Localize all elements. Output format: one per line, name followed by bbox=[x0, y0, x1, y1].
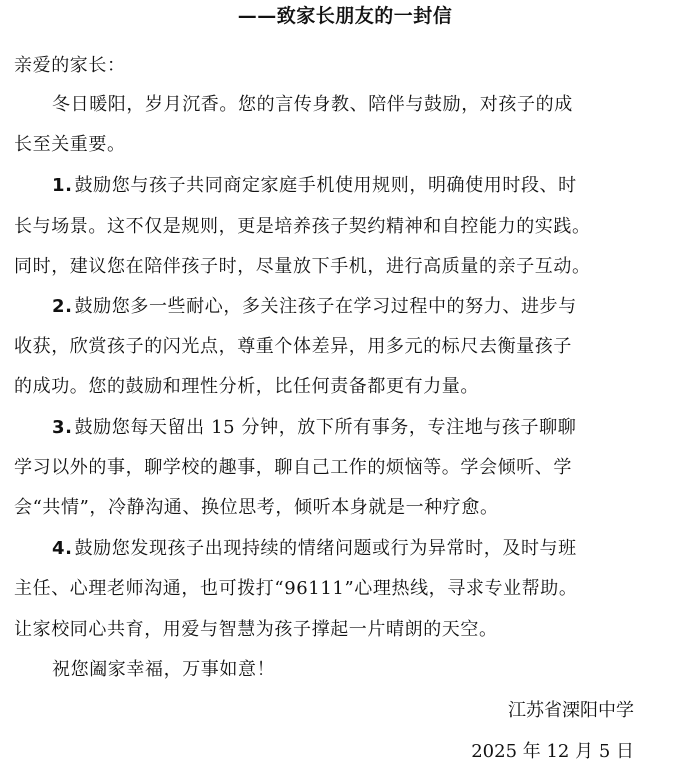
point-1-line-3: 同时，建议您在陪伴孩子时，尽量放下手机，进行高质量的亲子互动。 bbox=[14, 256, 591, 277]
letter-date: 2025 年 12 月 5 日 bbox=[471, 741, 634, 762]
salutation: 亲爱的家长： bbox=[14, 55, 126, 76]
intro-line-2: 长至关重要。 bbox=[14, 134, 126, 155]
point-1-first-line bbox=[52, 173, 577, 199]
point-2-line-1: 鼓励您多一些耐心，多关注孩子在学习过程中的努力、进步与 bbox=[74, 296, 577, 317]
point-1-line-2: 长与场景。这不仅是规则，更是培养孩子契约精神和自控能力的实践。 bbox=[14, 216, 591, 237]
point-3-first-line bbox=[52, 415, 576, 441]
point-2-line-3: 的成功。您的鼓励和理性分析，比任何责备都更有力量。 bbox=[14, 376, 479, 397]
point-1-number: 1. bbox=[52, 175, 73, 196]
point-3-line-3: 会“共情”，冷静沟通、换位思考，倾听本身就是一种疗愈。 bbox=[14, 497, 499, 518]
point-1-line-1: 鼓励您与孩子共同商定家庭手机使用规则，明确使用时段、时 bbox=[74, 175, 577, 196]
point-4-number: 4. bbox=[52, 538, 73, 559]
point-2-line-2: 收获，欣赏孩子的闪光点，尊重个体差异，用多元的标尺去衡量孩子 bbox=[14, 336, 572, 357]
point-4-first-line bbox=[52, 536, 577, 562]
point-3-line-1: 鼓励您每天留出 15 分钟，放下所有事务，专注地与孩子聊聊 bbox=[74, 417, 577, 438]
point-3-line-2: 学习以外的事，聊学校的趣事，聊自己工作的烦恼等。学会倾听、学 bbox=[14, 457, 572, 478]
point-3-number: 3. bbox=[52, 417, 73, 438]
point-4-line-1: 鼓励您发现孩子出现持续的情绪问题或行为异常时，及时与班 bbox=[74, 538, 577, 559]
point-4-line-2: 主任、心理老师沟通，也可拨打“96111”心理热线，寻求专业帮助。 bbox=[14, 578, 578, 599]
signature: 江苏省溧阳中学 bbox=[508, 700, 634, 721]
intro-line-1: 冬日暖阳，岁月沉香。您的言传身教、陪伴与鼓励，对孩子的成 bbox=[52, 94, 573, 115]
point-2-number: 2. bbox=[52, 296, 73, 317]
point-4-line-3: 让家校同心共育，用爱与智慧为孩子撑起一片晴朗的天空。 bbox=[14, 619, 498, 640]
point-2-first-line bbox=[52, 294, 577, 320]
closing-wish: 祝您阖家幸福，万事如意！ bbox=[52, 659, 276, 680]
letter-title: ——致家长朋友的一封信 bbox=[237, 5, 453, 27]
